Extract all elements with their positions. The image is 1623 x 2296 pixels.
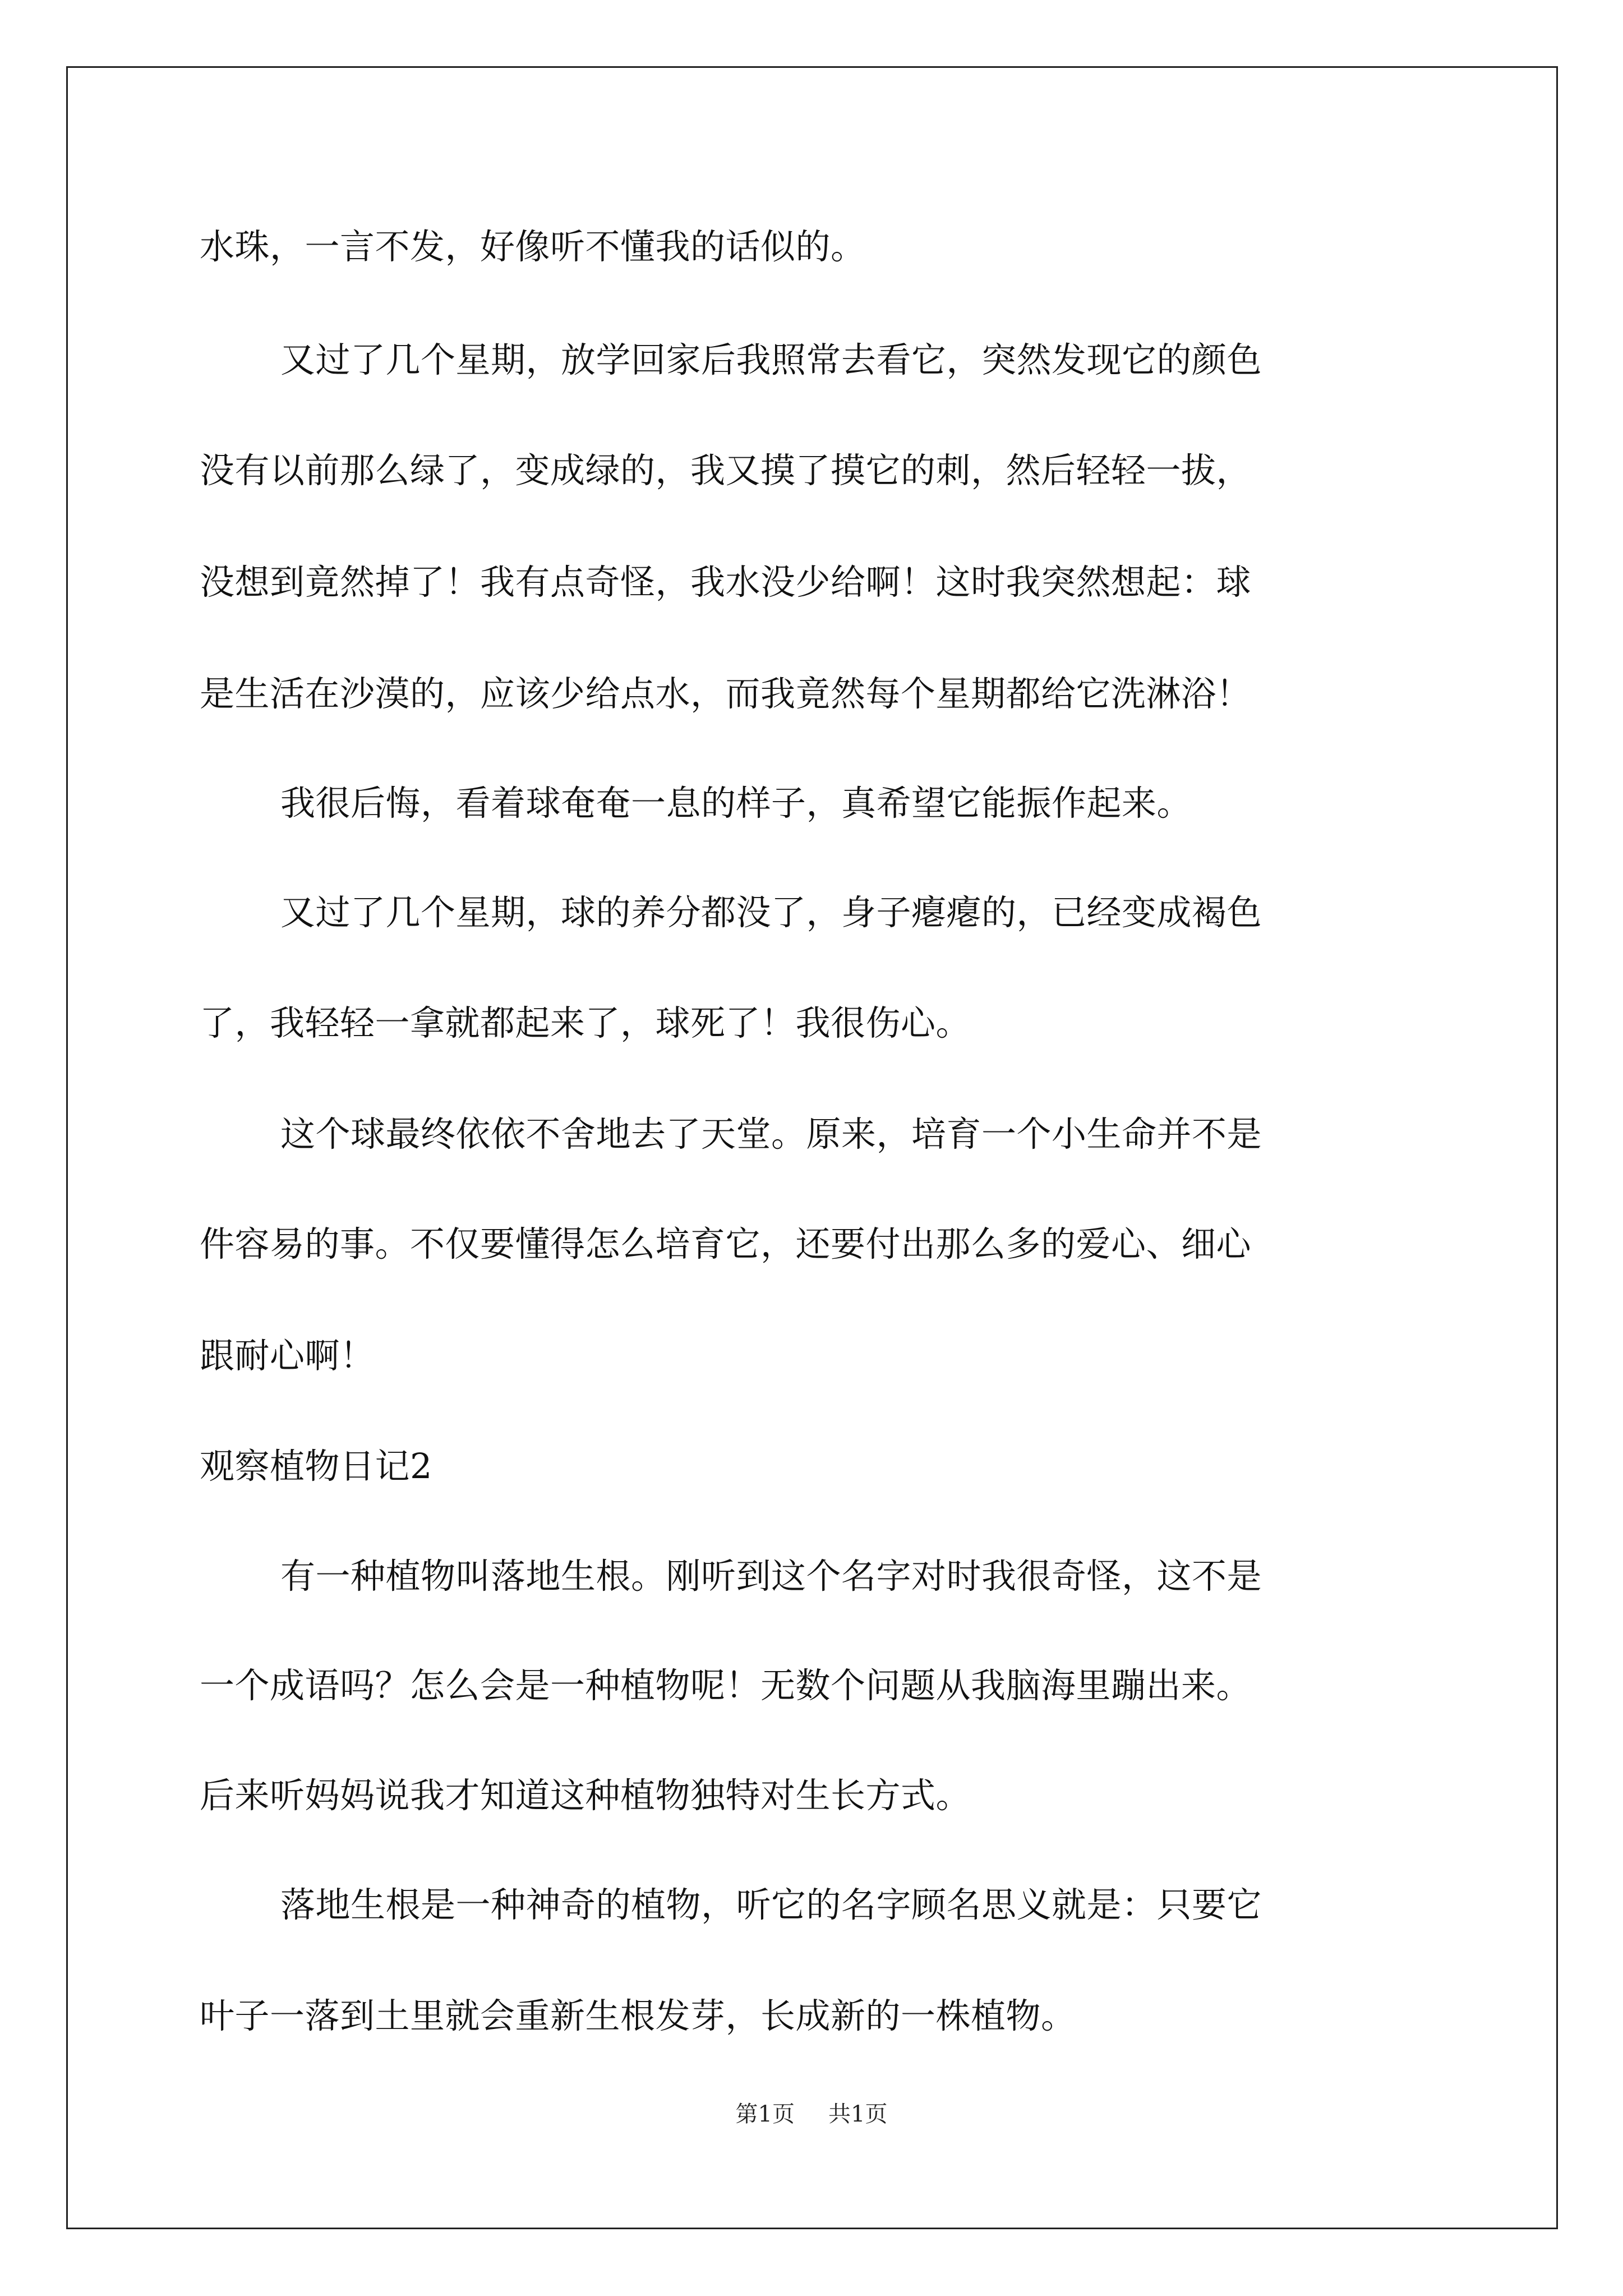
paragraph-start: 又过了几个星期，球的养分都没了，身子瘪瘪的，已经变成褐色 [280,892,1262,933]
text-line: 水珠，一言不发，好像听不懂我的话似的。 [200,226,866,267]
text-line: 没有以前那么绿了，变成绿的，我又摸了摸它的刺，然后轻轻一拔， [200,450,1252,491]
text-line: 跟耐心啊！ [200,1335,375,1376]
section-heading: 观察植物日记2 [200,1446,432,1487]
page-footer [0,2101,1623,2128]
text-line: 件容易的事。不仅要懂得怎么培育它，还要付出那么多的爱心、细心 [200,1223,1252,1264]
paragraph-start: 落地生根是一种神奇的植物，听它的名字顾名思义就是：只要它 [280,1884,1262,1925]
text-line: 后来听妈妈说我才知道这种植物独特对生长方式。 [200,1775,971,1816]
page-number-current: 第1页 [735,2101,795,2127]
text-line: 叶子一落到土里就会重新生根发芽，长成新的一株植物。 [200,1995,1076,2036]
text-line: 没想到竟然掉了！我有点奇怪，我水没少给啊！这时我突然想起：球 [200,562,1252,602]
text-line: 了，我轻轻一拿就都起来了，球死了！我很伤心。 [200,1002,971,1043]
paragraph-start: 有一种植物叫落地生根。刚听到这个名字对时我很奇怪，这不是 [280,1556,1262,1596]
paragraph-start: 我很后悔，看着球奄奄一息的样子，真希望它能振作起来。 [280,783,1192,823]
paragraph-start: 又过了几个星期，放学回家后我照常去看它，突然发现它的颜色 [280,339,1262,380]
paragraph-start: 这个球最终依依不舍地去了天堂。原来，培育一个小生命并不是 [280,1114,1262,1154]
page-number-total: 共1页 [828,2101,888,2127]
text-line: 是生活在沙漠的，应该少给点水，而我竟然每个星期都给它洗淋浴！ [200,673,1252,714]
text-line: 一个成语吗？怎么会是一种植物呢！无数个问题从我脑海里蹦出来。 [200,1665,1252,1706]
